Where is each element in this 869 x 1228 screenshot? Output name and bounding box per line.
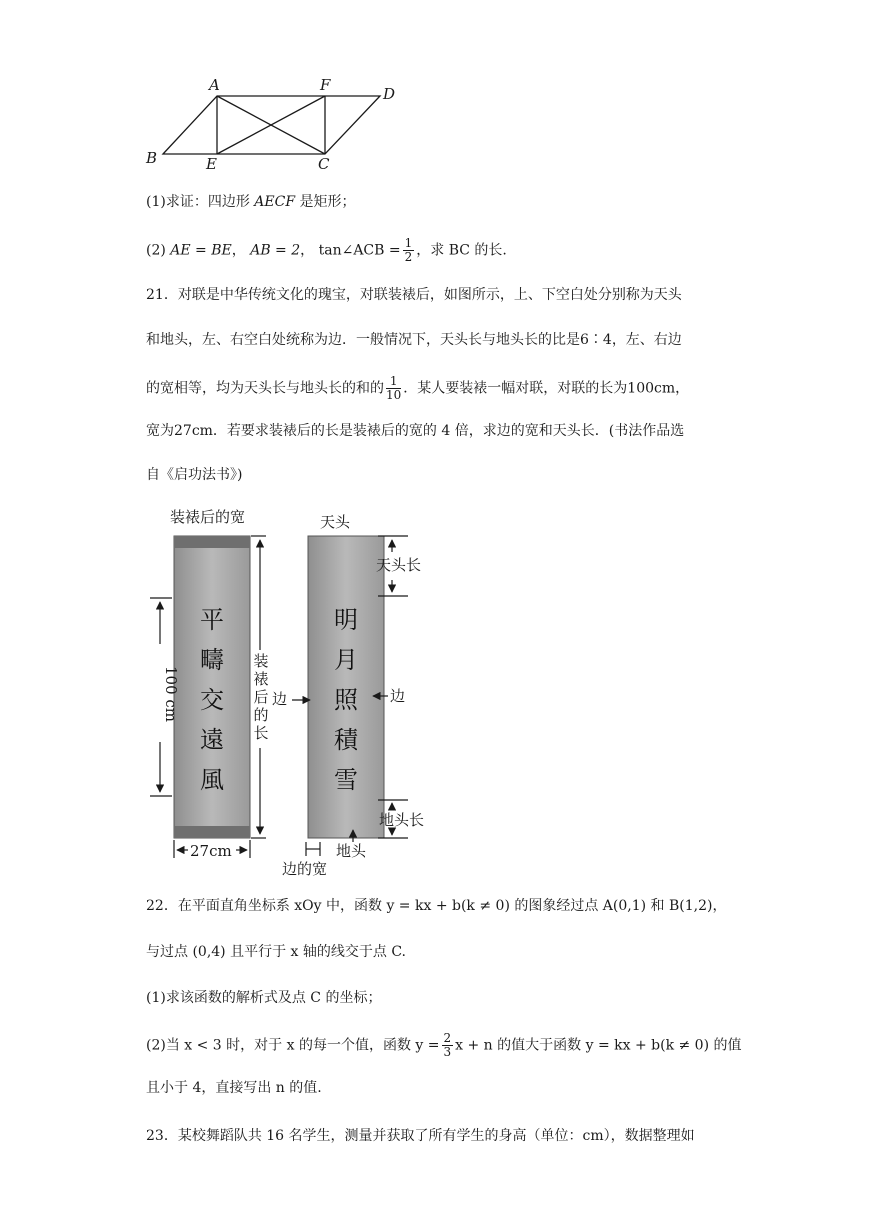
label-mounted-length-character: 装 [253,652,269,670]
left-scroll-top-rod [174,536,250,548]
left-scroll-character: 風 [200,766,224,794]
label-d: D [383,85,396,103]
q21-line1: 21．对联是中华传统文化的瑰宝，对联装裱后，如图所示，上、下空白处分别称为天头 [146,287,682,303]
couplet-figure [140,500,440,880]
label-100cm: 100 cm [162,665,180,723]
left-scroll-character: 平 [200,606,224,634]
label-tiantou-length: 天头长 [376,556,422,574]
left-scroll-character: 疇 [200,646,224,674]
label-edge-width: 边的宽 [282,860,328,878]
label-27cm: 27cm [190,842,232,860]
q22-line2: 与过点 (0,4) 且平行于 x 轴的线交于点 C. [146,944,406,960]
fraction-one-tenth: $\frac{1}{10}$ [386,374,402,402]
fraction-one-half: $\frac{1}{2}$ [404,236,413,264]
right-scroll-character: 照 [334,686,358,714]
q22-part2-continued: 且小于 4，直接写出 n 的值. [146,1080,322,1096]
left-scroll-character: 遠 [200,726,224,754]
label-mounted-width: 装裱后的宽 [170,508,246,526]
right-scroll-character: 明 [334,606,358,634]
label-mounted-length-character: 后 [253,688,269,706]
left-scroll-character: 交 [200,686,224,714]
label-mounted-length-character: 的 [253,706,269,724]
q23-line1: 23．某校舞蹈队共 16 名学生，测量并获取了所有学生的身高（单位：cm），数据整理如 [146,1128,695,1144]
right-scroll-character: 積 [334,726,358,754]
label-edge-right: 边 [390,687,406,705]
right-scroll-character: 雪 [334,766,358,794]
fraction-two-thirds: $\frac{2}{3}$ [443,1031,452,1059]
q21-line5: 自《启功法书》) [146,467,243,483]
label-mounted-length-character: 裱 [253,670,269,688]
parallelogram-figure [140,70,410,175]
q22-part2: (2)当 x < 3 时，对于 x 的每一个值，函数 y = $\frac{2}{3}$ x + n 的值大于函数 y = kx + b(k ≠ 0) 的值 [146,1031,742,1059]
left-scroll-bottom-rod [174,826,250,838]
label-tiantou: 天头 [320,513,351,531]
right-scroll-character: 月 [334,646,358,674]
q20-part2: (2) AE = BE， AB = 2， tan∠ACB = $\frac{1}{2}$ ，求 BC 的长. [146,236,507,264]
label-ditou: 地头 [336,842,367,860]
label-b: B [146,149,158,167]
q21-line4: 宽为27cm．若要求装裱后的长是装裱后的宽的 4 倍，求边的宽和天头长．(书法作品选 [146,423,685,439]
label-a: A [209,76,220,94]
label-mounted-length-character: 长 [253,724,269,742]
q22-part1: (1)求该函数的解析式及点 C 的坐标； [146,990,382,1006]
label-edge-left: 边 [272,690,288,708]
q20-part1: (1)求证：四边形 AECF 是矩形； [146,194,356,210]
label-c: C [318,155,330,173]
label-e: E [206,155,217,173]
q21-line3: 的宽相等，均为天头长与地头长的和的 $\frac{1}{10}$ ．某人要装裱一幅对联，对联的长为100cm， [146,374,690,402]
q22-line1: 22．在平面直角坐标系 xOy 中，函数 y = kx + b(k ≠ 0) 的图象经过点 A(0,1) 和 B(1,2)， [146,898,727,914]
q21-line2: 和地头，左、右空白处统称为边．一般情况下，天头长与地头长的比是6∶4，左、右边 [146,332,682,348]
label-f: F [320,76,331,94]
label-ditou-length: 地头长 [379,811,425,829]
